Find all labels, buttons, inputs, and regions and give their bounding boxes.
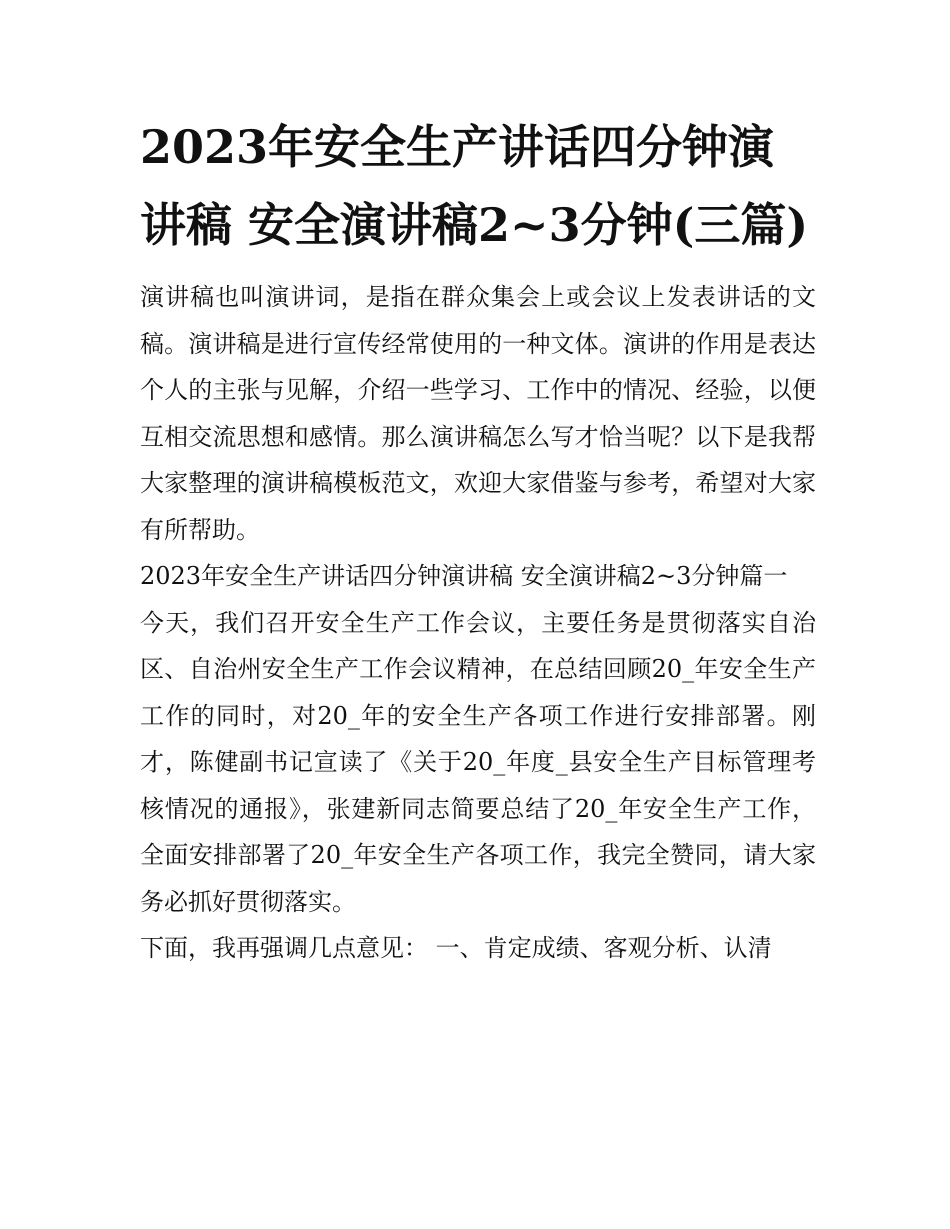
document-page (140, 108, 816, 972)
section-heading: 2023年安全生产讲话四分钟演讲稿 安全演讲稿2~3分钟篇一 (140, 562, 788, 590)
intro-paragraph: 演讲稿也叫演讲词，是指在群众集会上或会议上发表讲话的文稿。演讲稿是进行宣传经常使用的一种文体。演讲的作用是表达个人的主张与见解，介绍一些学习、工作中的情况、经验，以便互相交流思想和感情。那么演讲稿怎么写才恰当呢？以下是我帮大家整理的演讲稿模板范文，欢迎大家借鉴与参考，希望对大家有所帮助。 (140, 283, 816, 544)
body-paragraph-continued: 下面，我再强调几点意见： 一、肯定成绩、客观分析、认清 (140, 934, 772, 962)
document-title: 2023年安全生产讲话四分钟演讲稿 安全演讲稿2~3分钟(三篇) (140, 120, 809, 252)
body-paragraph: 今天，我们召开安全生产工作会议，主要任务是贯彻落实自治区、自治州安全生产工作会议精神，在总结回顾20_年安全生产工作的同时，对20_年的安全生产各项工作进行安排部署。刚才，陈健副书记宣读了《关于20_年度_县安全生产目标管理考核情况的通报》，张建新同志简要总结了20_年安全生产工作，全面安排部署了20_年安全生产各项工作，我完全赞同，请大家务必抓好贯彻落实。 (140, 608, 816, 916)
